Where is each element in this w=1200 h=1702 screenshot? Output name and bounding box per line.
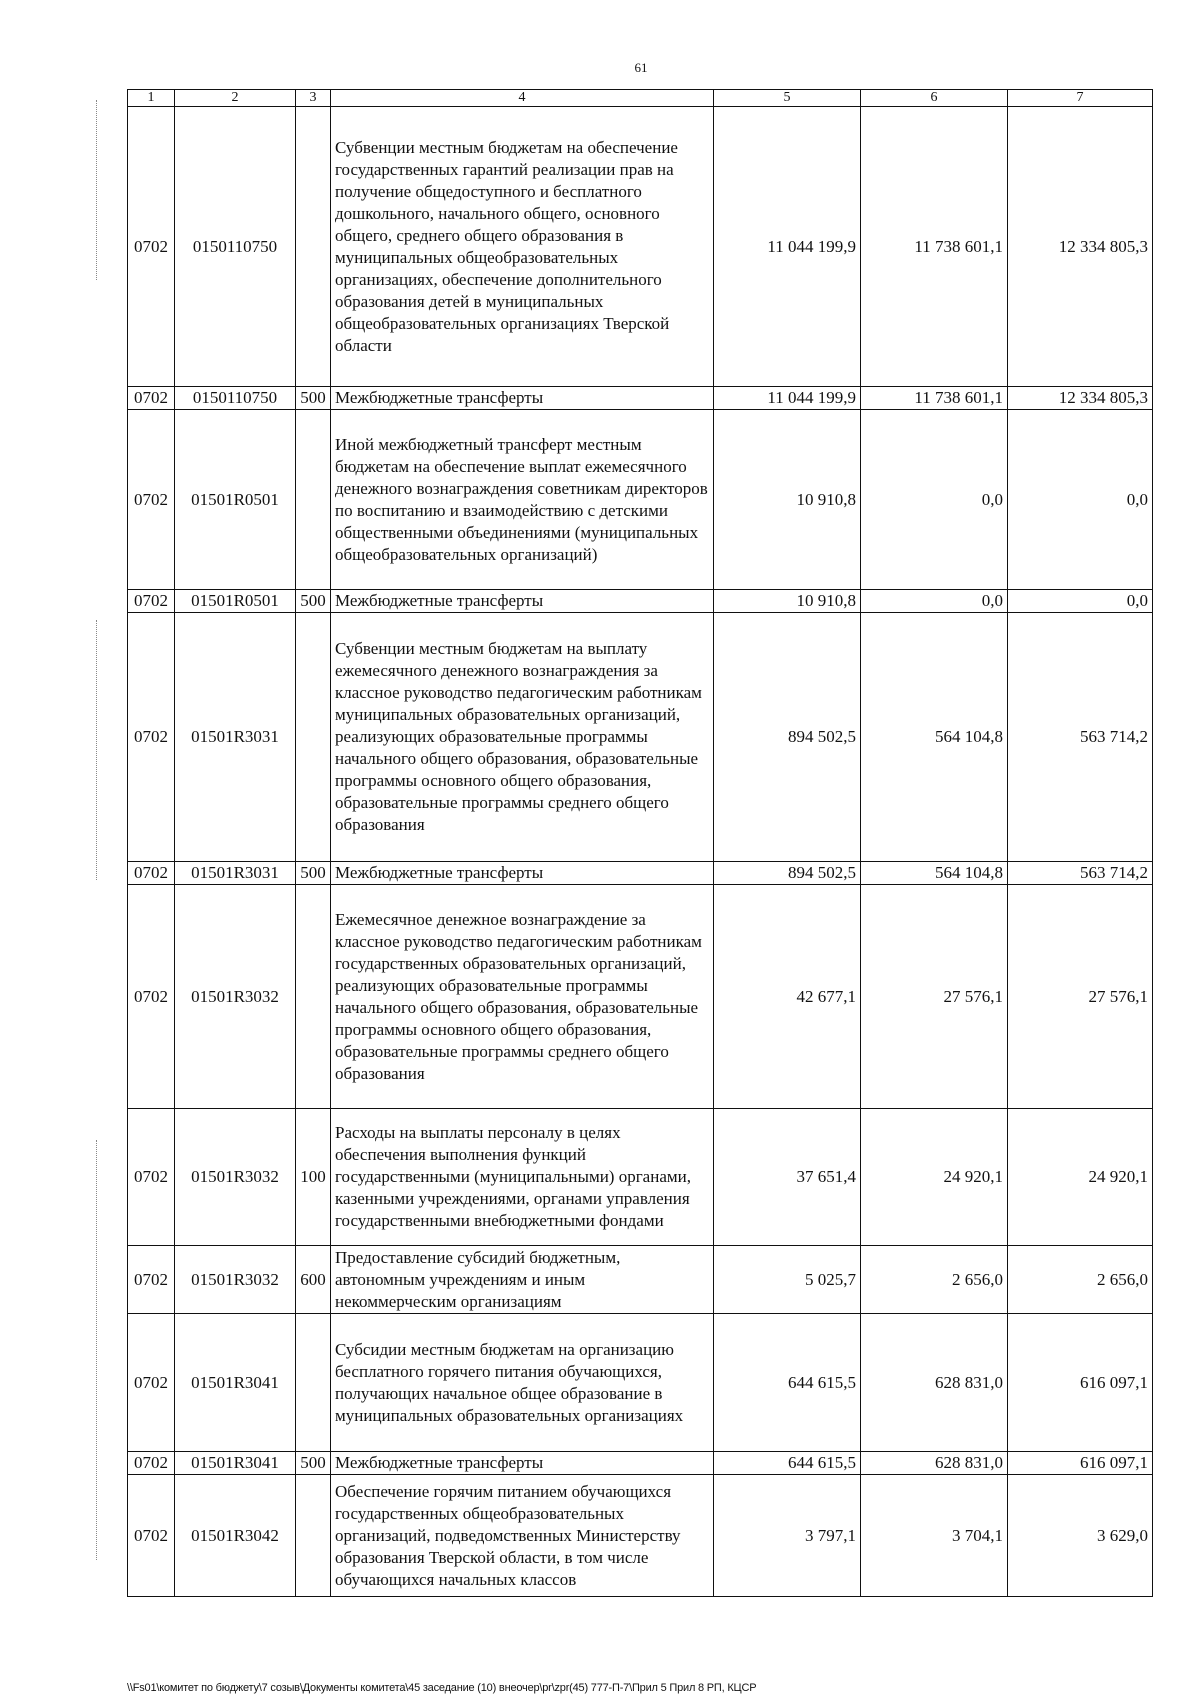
col-header-4: 4 — [331, 90, 714, 107]
cell-value-6: 0,0 — [861, 590, 1008, 613]
table-row — [128, 1475, 1153, 1597]
scan-margin-mark — [96, 1140, 97, 1560]
cell-value-6: 628 831,0 — [861, 1452, 1008, 1475]
cell-section: 0702 — [128, 1314, 175, 1452]
cell-code: 01501R3042 — [175, 1475, 296, 1597]
table-row — [128, 590, 1153, 613]
cell-value-5: 11 044 199,9 — [714, 387, 861, 410]
cell-value-5: 10 910,8 — [714, 590, 861, 613]
table-row — [128, 387, 1153, 410]
cell-value-7: 3 629,0 — [1008, 1475, 1153, 1597]
cell-type: 500 — [296, 862, 331, 885]
cell-value-7: 12 334 805,3 — [1008, 387, 1153, 410]
cell-section: 0702 — [128, 613, 175, 862]
cell-value-7: 12 334 805,3 — [1008, 107, 1153, 387]
table-row — [128, 107, 1153, 387]
cell-code: 01501R3032 — [175, 885, 296, 1109]
cell-value-5: 37 651,4 — [714, 1109, 861, 1246]
cell-name: Предоставление субсидий бюджетным, автономным учреждениям и иным некоммерческим организациям — [331, 1246, 714, 1314]
cell-type — [296, 410, 331, 590]
cell-type: 500 — [296, 1452, 331, 1475]
cell-value-5: 5 025,7 — [714, 1246, 861, 1314]
table-row — [128, 410, 1153, 590]
cell-name: Ежемесячное денежное вознаграждение за классное руководство педагогическим работникам государственных образовательных организаций, реализующих образовательные программы начального общего образования, образовательные программы основного общего образования, образовательные программы среднего общего образования — [331, 885, 714, 1109]
cell-type — [296, 613, 331, 862]
cell-type: 600 — [296, 1246, 331, 1314]
cell-section: 0702 — [128, 590, 175, 613]
cell-value-5: 644 615,5 — [714, 1314, 861, 1452]
cell-type — [296, 885, 331, 1109]
cell-name: Межбюджетные трансферты — [331, 1452, 714, 1475]
cell-type: 500 — [296, 387, 331, 410]
cell-value-7: 0,0 — [1008, 590, 1153, 613]
table-header-row — [128, 90, 1153, 107]
cell-name: Иной межбюджетный трансферт местным бюджетам на обеспечение выплат ежемесячного денежного вознаграждения советникам директоров по воспитанию и взаимодействию с детскими общественными объединениями (муниципальных общеобразовательных организаций) — [331, 410, 714, 590]
cell-value-6: 0,0 — [861, 410, 1008, 590]
cell-value-6: 24 920,1 — [861, 1109, 1008, 1246]
cell-value-6: 3 704,1 — [861, 1475, 1008, 1597]
cell-code: 01501R3031 — [175, 613, 296, 862]
cell-type: 500 — [296, 590, 331, 613]
col-header-3: 3 — [296, 90, 331, 107]
cell-value-5: 894 502,5 — [714, 613, 861, 862]
cell-section: 0702 — [128, 410, 175, 590]
cell-code: 01501R3031 — [175, 862, 296, 885]
cell-value-6: 564 104,8 — [861, 613, 1008, 862]
cell-value-6: 628 831,0 — [861, 1314, 1008, 1452]
col-header-6: 6 — [861, 90, 1008, 107]
cell-value-6: 11 738 601,1 — [861, 387, 1008, 410]
scan-margin-mark — [96, 620, 97, 880]
cell-section: 0702 — [128, 1246, 175, 1314]
col-header-1: 1 — [128, 90, 175, 107]
page-number: 61 — [634, 60, 648, 75]
cell-code: 01501R3041 — [175, 1452, 296, 1475]
table-row — [128, 1314, 1153, 1452]
cell-section: 0702 — [128, 107, 175, 387]
cell-name: Субвенции местным бюджетам на обеспечение государственных гарантий реализации прав на получение общедоступного и бесплатного дошкольного, начального общего, основного общего, среднего общего образования в муниципальных общеобразовательных организациях, обеспечение дополнительного образования детей в муниципальных общеобразовательных организациях Тверской области — [331, 107, 714, 387]
cell-value-5: 3 797,1 — [714, 1475, 861, 1597]
cell-value-5: 894 502,5 — [714, 862, 861, 885]
cell-value-7: 0,0 — [1008, 410, 1153, 590]
cell-type — [296, 1314, 331, 1452]
cell-section: 0702 — [128, 862, 175, 885]
col-header-2: 2 — [175, 90, 296, 107]
cell-section: 0702 — [128, 885, 175, 1109]
cell-value-7: 2 656,0 — [1008, 1246, 1153, 1314]
cell-section: 0702 — [128, 1109, 175, 1246]
cell-type — [296, 107, 331, 387]
cell-code: 01501R3041 — [175, 1314, 296, 1452]
cell-value-6: 2 656,0 — [861, 1246, 1008, 1314]
cell-name: Обеспечение горячим питанием обучающихся государственных общеобразовательных организаций, подведомственных Министерству образования Тверской области, в том числе обучающихся начальных классов — [331, 1475, 714, 1597]
cell-code: 01501R3032 — [175, 1246, 296, 1314]
cell-name: Субсидии местным бюджетам на организацию бесплатного горячего питания обучающихся, получающих начальное общее образование в муниципальных образовательных организациях — [331, 1314, 714, 1452]
cell-section: 0702 — [128, 387, 175, 410]
cell-value-5: 42 677,1 — [714, 885, 861, 1109]
cell-type: 100 — [296, 1109, 331, 1246]
cell-code: 01501R0501 — [175, 590, 296, 613]
cell-code: 0150110750 — [175, 107, 296, 387]
footer-file-path: \\Fs01\комитет по бюджету\7 созыв\Документы комитета\45 заседание (10) внеочер\pr\zpr(45) 777-П-7\Прил 5 Прил 8 РП, КЦСР — [127, 1682, 757, 1694]
cell-value-7: 24 920,1 — [1008, 1109, 1153, 1246]
cell-code: 0150110750 — [175, 387, 296, 410]
cell-value-5: 11 044 199,9 — [714, 107, 861, 387]
budget-table — [127, 89, 1153, 1597]
scan-margin-mark — [96, 100, 97, 280]
cell-section: 0702 — [128, 1452, 175, 1475]
cell-code: 01501R3032 — [175, 1109, 296, 1246]
table-row — [128, 1109, 1153, 1246]
cell-code: 01501R0501 — [175, 410, 296, 590]
cell-value-5: 10 910,8 — [714, 410, 861, 590]
cell-value-6: 27 576,1 — [861, 885, 1008, 1109]
table-row — [128, 885, 1153, 1109]
col-header-7: 7 — [1008, 90, 1153, 107]
cell-value-6: 11 738 601,1 — [861, 107, 1008, 387]
cell-name: Межбюджетные трансферты — [331, 862, 714, 885]
cell-name: Субвенции местным бюджетам на выплату ежемесячного денежного вознаграждения за классное руководство педагогическим работникам муниципальных образовательных организаций, реализующих образовательные программы начального общего образования, образовательные программы основного общего образования, образовательные программы среднего общего образования — [331, 613, 714, 862]
cell-value-6: 564 104,8 — [861, 862, 1008, 885]
cell-section: 0702 — [128, 1475, 175, 1597]
cell-value-7: 616 097,1 — [1008, 1314, 1153, 1452]
col-header-5: 5 — [714, 90, 861, 107]
cell-value-7: 616 097,1 — [1008, 1452, 1153, 1475]
cell-value-7: 563 714,2 — [1008, 862, 1153, 885]
cell-name: Межбюджетные трансферты — [331, 387, 714, 410]
cell-name: Межбюджетные трансферты — [331, 590, 714, 613]
table-row — [128, 862, 1153, 885]
table-row — [128, 1246, 1153, 1314]
cell-value-7: 27 576,1 — [1008, 885, 1153, 1109]
cell-value-5: 644 615,5 — [714, 1452, 861, 1475]
table-row — [128, 613, 1153, 862]
cell-type — [296, 1475, 331, 1597]
cell-value-7: 563 714,2 — [1008, 613, 1153, 862]
table-row — [128, 1452, 1153, 1475]
cell-name: Расходы на выплаты персоналу в целях обеспечения выполнения функций государственными (муниципальными) органами, казенными учреждениями, органами управления государственными внебюджетными фондами — [331, 1109, 714, 1246]
